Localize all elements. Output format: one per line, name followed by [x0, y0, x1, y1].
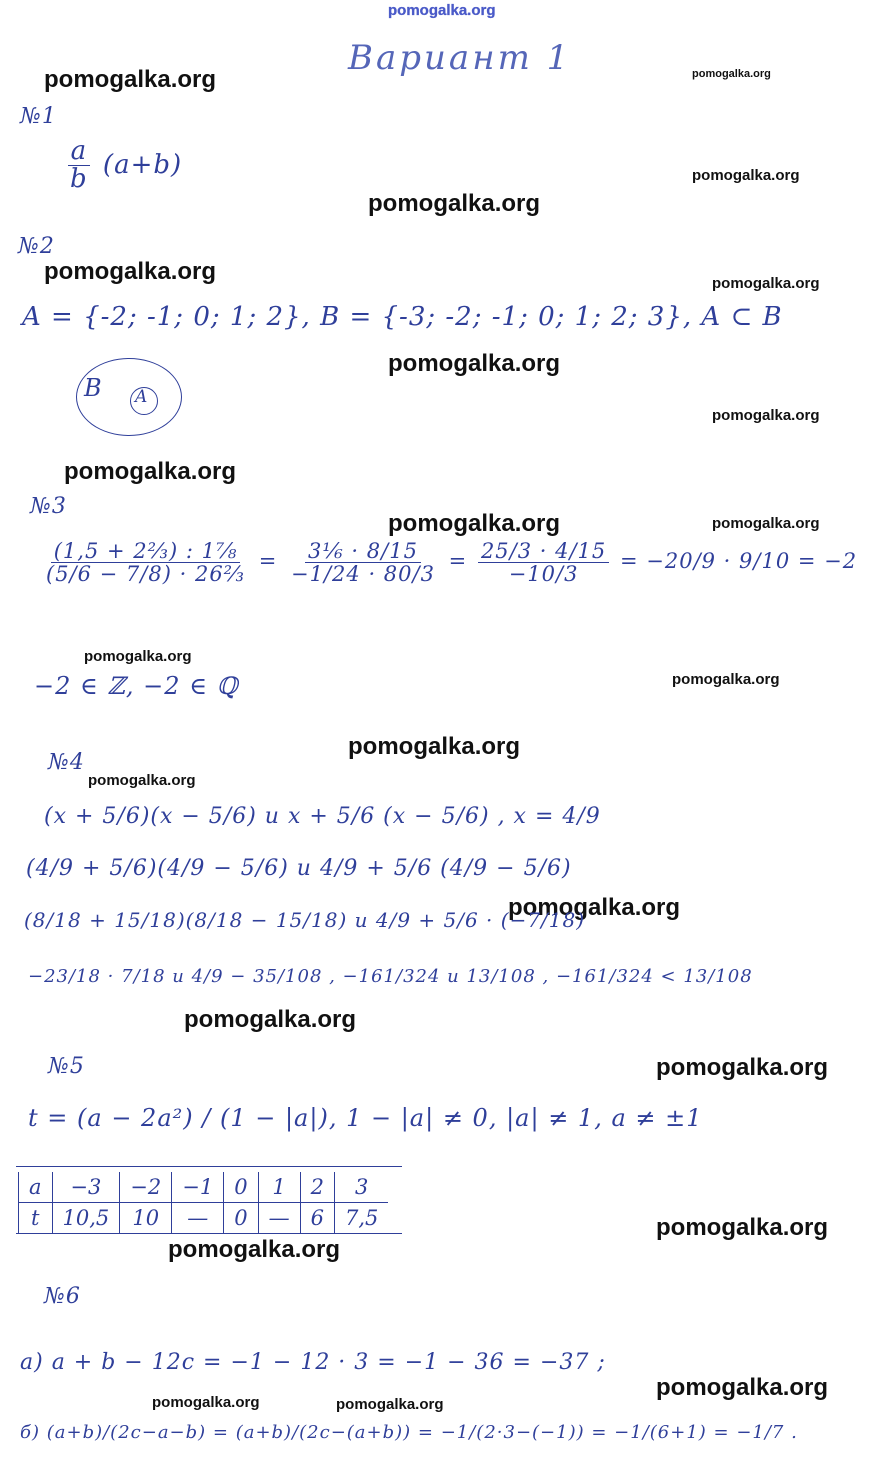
- task5-formula-line: [28, 1104, 703, 1132]
- watermark: pomogalka.org: [692, 68, 771, 80]
- task5-table: [18, 1172, 388, 1233]
- table-cell: 0: [224, 1172, 258, 1203]
- task3-final: 20/9 · 9/10 = −2: [664, 549, 858, 574]
- task6-part-b: б) (a+b)/(2c−a−b) = (a+b)/(2c−(a+b)) = −1/(2·3−(−1)) = −1/(6+1) = −1/7 .: [20, 1422, 798, 1443]
- page-title: Вариант 1: [348, 38, 572, 78]
- task3-frac3: [478, 540, 609, 585]
- table-row: [19, 1203, 389, 1234]
- table-row: [19, 1172, 389, 1203]
- task6-part-a: а) a + b − 12c = −1 − 12 · 3 = −1 − 36 = −37 ;: [20, 1350, 606, 1375]
- task2-label: №2: [18, 234, 55, 259]
- watermark: pomogalka.org: [388, 350, 561, 377]
- task5-label: №5: [48, 1054, 85, 1079]
- watermark: pomogalka.org: [672, 671, 780, 688]
- watermark: pomogalka.org: [508, 894, 681, 921]
- task3-frac1-den: (5/6 − 7/8) · 26⅔: [46, 562, 246, 587]
- watermark: pomogalka.org: [712, 515, 820, 532]
- task5-condition: , 1 − |a| ≠ 0, |a| ≠ 1, a ≠ ±1: [328, 1104, 703, 1132]
- task3-frac2-den: −1/24 · 80/3: [291, 562, 435, 587]
- task3-eq: =: [258, 549, 278, 574]
- task4-line1: (x + 5/6)(x − 5/6) и x + 5/6 (x − 5/6) , x = 4/9: [44, 804, 601, 829]
- task3-calculation: [40, 540, 857, 585]
- watermark: pomogalka.org: [692, 167, 800, 184]
- table-cell: −2: [120, 1172, 172, 1203]
- task1-frac-den: b: [70, 164, 88, 195]
- task3-frac2-num: 3⅙ · 8/15: [305, 540, 421, 563]
- watermark: pomogalka.org: [656, 1054, 829, 1081]
- watermark: pomogalka.org: [712, 407, 820, 424]
- table-cell: 2: [300, 1172, 334, 1203]
- watermark: pomogalka.org: [712, 275, 820, 292]
- table-cell: −3: [52, 1172, 120, 1203]
- watermark: pomogalka.org: [656, 1214, 829, 1241]
- table-cell: —: [258, 1203, 300, 1234]
- task3-label: №3: [30, 494, 67, 519]
- venn-outer-label: B: [84, 374, 103, 402]
- venn-inner-label: A: [135, 387, 149, 407]
- table-cell: —: [172, 1203, 224, 1234]
- table-cell: a: [19, 1172, 53, 1203]
- task2-sets: A = {-2; -1; 0; 1; 2}, B = {-3; -2; -1; 0; 1; 2; 3}, A ⊂ B: [22, 302, 783, 332]
- table-cell: t: [19, 1203, 53, 1234]
- task3-frac2: [288, 540, 438, 585]
- table-cell: 10: [120, 1203, 172, 1234]
- watermark: pomogalka.org: [44, 258, 217, 285]
- task3-frac1-num: (1,5 + 2⅔) : 1⅞: [51, 540, 241, 563]
- watermark: pomogalka.org: [656, 1374, 829, 1401]
- table-cell: 1: [258, 1172, 300, 1203]
- task3-eq: = −: [619, 549, 665, 574]
- task1-frac-num: a: [68, 138, 91, 166]
- task5-formula: t = (a − 2a²) / (1 − |a|): [28, 1104, 329, 1132]
- watermark: pomogalka.org: [84, 648, 192, 665]
- task3-frac1: [43, 540, 248, 585]
- task6-label: №6: [44, 1284, 81, 1309]
- task1-expression: [64, 138, 182, 194]
- watermark: pomogalka.org: [64, 458, 237, 485]
- task3-frac3-num: 25/3 · 4/15: [478, 540, 609, 563]
- task4-label: №4: [48, 750, 85, 775]
- task1-label: №1: [20, 104, 57, 129]
- table-cell: 6: [300, 1203, 334, 1234]
- task3-result: −2 ∈ ℤ, −2 ∈ ℚ: [34, 672, 239, 700]
- watermark: pomogalka.org: [336, 1396, 444, 1413]
- table-cell: 3: [334, 1172, 388, 1203]
- table-cell: 7,5: [334, 1203, 388, 1234]
- watermark: pomogalka.org: [388, 510, 561, 537]
- task1-fraction: [67, 138, 91, 194]
- watermark: pomogalka.org: [168, 1236, 341, 1263]
- watermark: pomogalka.org: [184, 1006, 357, 1033]
- watermark: pomogalka.org: [368, 190, 541, 217]
- watermark: pomogalka.org: [88, 772, 196, 789]
- watermark: pomogalka.org: [44, 66, 217, 93]
- task3-eq: =: [448, 549, 468, 574]
- task3-frac3-den: −10/3: [508, 562, 579, 587]
- task4-line3: (8/18 + 15/18)(8/18 − 15/18) и 4/9 + 5/6 · (−7/18): [24, 908, 586, 932]
- task1-rest: (a+b): [102, 149, 183, 180]
- table-cell: −1: [172, 1172, 224, 1203]
- table-cell: 10,5: [52, 1203, 120, 1234]
- task4-line4: −23/18 · 7/18 и 4/9 − 35/108 , −161/324 и 13/108 , −161/324 < 13/108: [28, 966, 753, 987]
- watermark-top: pomogalka.org: [388, 2, 496, 19]
- watermark: pomogalka.org: [348, 733, 521, 760]
- table-cell: 0: [224, 1203, 258, 1234]
- watermark: pomogalka.org: [152, 1394, 260, 1411]
- task4-line2: (4/9 + 5/6)(4/9 − 5/6) и 4/9 + 5/6 (4/9 − 5/6): [26, 856, 572, 881]
